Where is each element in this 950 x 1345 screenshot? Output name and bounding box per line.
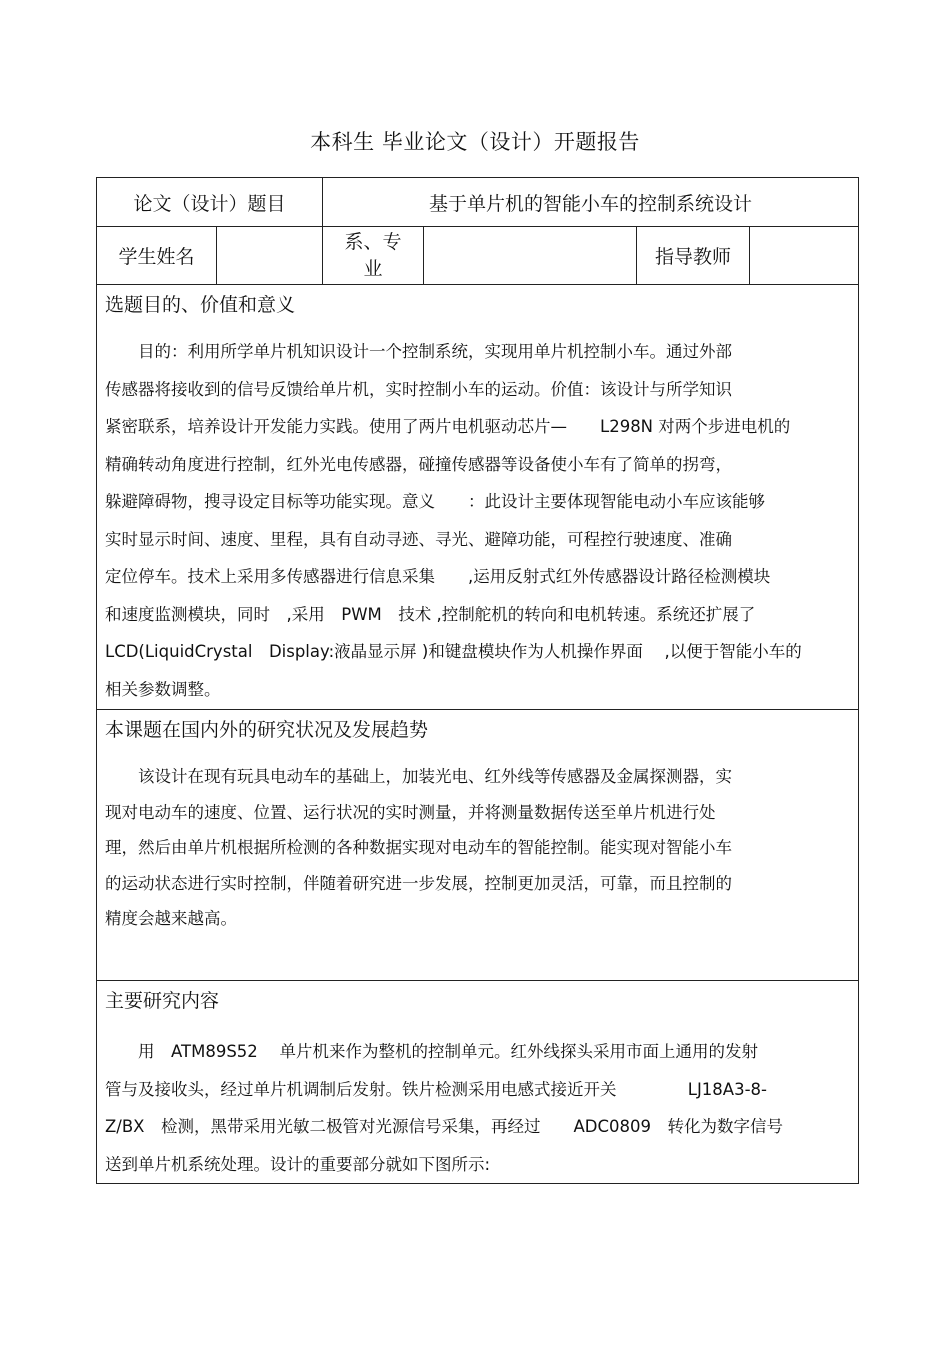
topic-row: [97, 178, 859, 227]
content-paragraph: [97, 1015, 858, 1183]
status-paragraph: [97, 744, 858, 937]
purpose-section: [97, 285, 859, 710]
content-heading: 主要研究内容: [105, 990, 220, 1012]
purpose-line: 定位停车。技术上采用多传感器进行信息采集 ,运用反射式红外传感器设计路径检测模块: [105, 567, 771, 586]
purpose-line: 传感器将接收到的信号反馈给单片机，实时控制小车的运动。价值：该设计与所学知识: [105, 379, 732, 399]
purpose-line: 精确转动角度进行控制，红外光电传感器，碰撞传感器等设备使小车有了简单的拐弯，: [105, 454, 732, 474]
status-row: [97, 710, 859, 981]
content-line: 管与及接收头，经过单片机调制后发射。铁片检测采用电感式接近开关 LJ18A3-8-: [105, 1079, 767, 1099]
status-line: 的运动状态进行实时控制，伴随着研究进一步发展，控制更加灵活，可靠，而且控制的: [105, 873, 732, 893]
purpose-line: 目的：利用所学单片机知识设计一个控制系统，实现用单片机控制小车。通过外部: [105, 342, 732, 361]
purpose-line: 相关参数调整。: [105, 679, 221, 699]
purpose-line: 和速度监测模块，同时 ,采用 PWM 技术 ,控制舵机的转向和电机转速。系统还扩展了: [105, 604, 756, 624]
topic-value: 基于单片机的智能小车的控制系统设计: [323, 178, 859, 227]
purpose-heading: 选题目的、价值和意义: [105, 294, 296, 316]
department-label-line2: 业: [363, 257, 383, 280]
status-heading: 本课题在国内外的研究状况及发展趋势: [105, 719, 429, 741]
page-title: 本科生 毕业论文（设计）开题报告: [310, 130, 640, 154]
student-name-label: 学生姓名: [97, 227, 217, 285]
content-line: 用 ATM89S52 单片机来作为整机的控制单元。红外线探头采用市面上通用的发射: [105, 1042, 759, 1061]
content-section: [97, 981, 859, 1184]
status-section: [97, 710, 859, 981]
purpose-line: 紧密联系，培养设计开发能力实践。使用了两片电机驱动芯片— L298N 对两个步进电机的: [105, 417, 791, 436]
status-line: 精度会越来越高。: [105, 909, 237, 928]
student-name-value: [217, 227, 323, 285]
info-row: [97, 227, 859, 285]
topic-label: 论文（设计）题目: [97, 178, 323, 227]
advisor-value: [750, 227, 859, 285]
report-table: [96, 177, 859, 1184]
content-row: [97, 981, 859, 1184]
purpose-row: [97, 285, 859, 710]
purpose-line: 实时显示时间、速度、里程，具有自动寻迹、寻光、避障功能，可程控行驶速度、准确: [105, 529, 732, 549]
status-line: 理，然后由单片机根据所检测的各种数据实现对电动车的智能控制。能实现对智能小车: [105, 838, 732, 857]
department-value: [424, 227, 637, 285]
status-line: 该设计在现有玩具电动车的基础上，加装光电、红外线等传感器及金属探测器，实: [105, 767, 732, 786]
department-label-line1: 系、专: [344, 230, 402, 253]
purpose-line: LCD(LiquidCrystal Display:液晶显示屏 )和键盘模块作为人机操作界面 ,以便于智能小车的: [105, 642, 802, 661]
content-line: 送到单片机系统处理。设计的重要部分就如下图所示:: [105, 1154, 491, 1174]
purpose-line: 躲避障碍物，搜寻设定目标等功能实现。意义 ：此设计主要体现智能电动小车应该能够: [105, 492, 765, 511]
status-line: 现对电动车的速度、位置、运行状况的实时测量，并将测量数据传送至单片机进行处: [105, 802, 716, 822]
advisor-label: 指导教师: [637, 227, 750, 285]
department-label: [323, 227, 424, 285]
content-line: Z/BX 检测，黑带采用光敏二极管对光源信号采集，再经过 ADC0809 转化为数字信号: [105, 1117, 783, 1136]
purpose-paragraph: [97, 319, 858, 708]
